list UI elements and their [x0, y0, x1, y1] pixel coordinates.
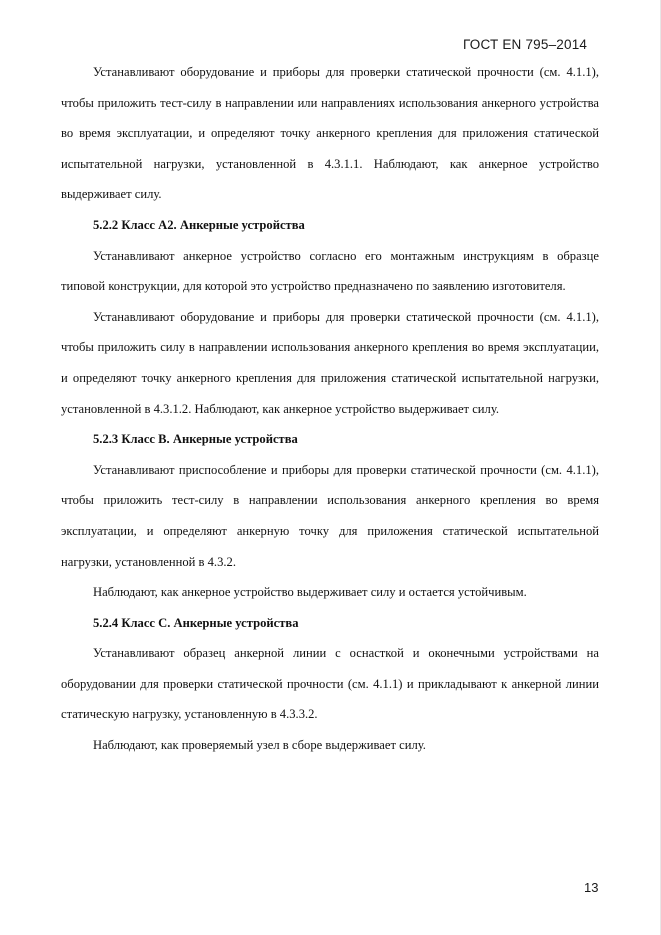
section-heading-5-2-4: 5.2.4 Класс С. Анкерные устройства	[93, 615, 299, 630]
paragraph-install-anchor: Устанавливают анкерное устройство согласно его монтажным инструкциям в образце типовой конструкции, для которой это устройство предназначено по заявлению изготовителя.	[61, 248, 599, 294]
paragraph-static-test-a2: Устанавливают оборудование и приборы для проверки статической прочности (см. 4.1.1), чтобы приложить силу в направлении использования анкерного крепления во время эксплуатации, и определяют точку анкерного крепления для приложения статической испытательной нагрузки, установленной в 4.3.1.2. Наблюдают, как анкерное устройство выдерживает силу.	[61, 309, 599, 416]
document-body	[61, 57, 599, 761]
section-heading-5-2-3: 5.2.3 Класс В. Анкерные устройства	[93, 432, 298, 447]
paragraph-static-test-a1: Устанавливают оборудование и приборы для проверки статической прочности (см. 4.1.1), чтобы приложить тест-силу в направлении или направлениях использования анкерного устройства во время эксплуатации, и определяют точку анкерного крепления для приложения статической испытательной нагрузки, установленной в 4.3.1.1. Наблюдают, как анкерное устройство выдерживает силу.	[61, 65, 599, 202]
page-number: 13	[584, 880, 599, 895]
paragraph-static-test-b: Устанавливают приспособление и приборы для проверки статической прочности (см. 4.1.1), чтобы приложить тест-силу в направлении использования анкерного крепления во время эксплуатации, и определяют анкерную точку для приложения статической испытательной нагрузки, установленной в 4.3.2.	[61, 462, 599, 569]
document-code-header: ГОСТ EN 795–2014	[463, 37, 588, 52]
paragraph-observe-c: Наблюдают, как проверяемый узел в сборе выдерживает силу.	[93, 738, 426, 753]
paragraph-observe-b: Наблюдают, как анкерное устройство выдерживает силу и остается устойчивым.	[93, 585, 527, 600]
section-heading-5-2-2: 5.2.2 Класс А2. Анкерные устройства	[93, 217, 305, 232]
paragraph-static-test-c: Устанавливают образец анкерной линии с оснасткой и оконечными устройствами на оборудовании для проверки статической прочности (см. 4.1.1) и прикладывают к анкерной линии статическую нагрузку, установленную в 4.3.3.2.	[61, 646, 599, 722]
